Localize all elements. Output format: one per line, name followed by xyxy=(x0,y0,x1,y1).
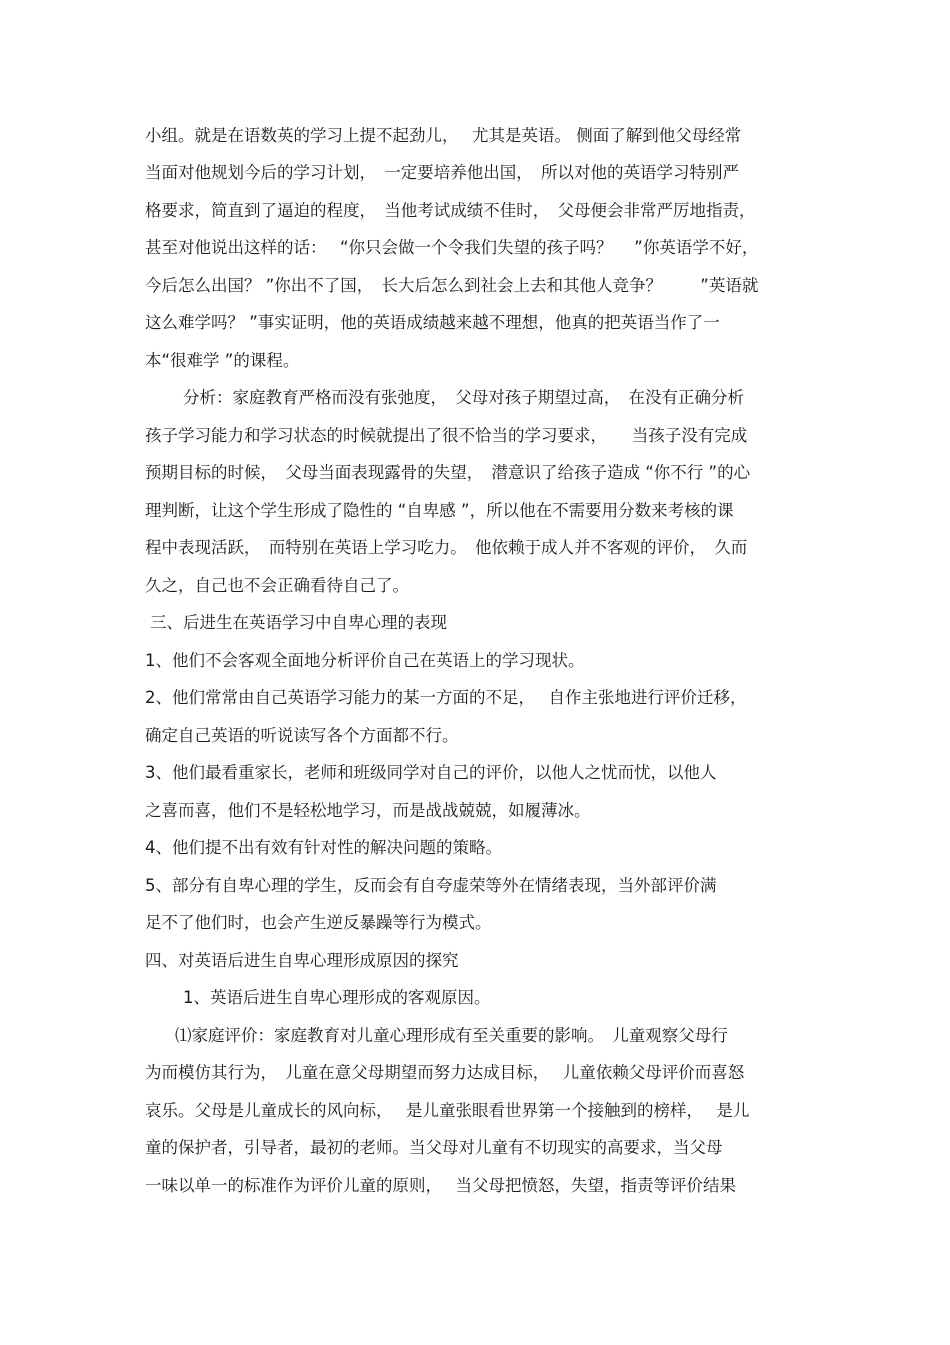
text-line: 格要求，简直到了逼迫的程度， 当他考试成绩不佳时， 父母便会非常严厉地指责， xyxy=(145,201,756,220)
text-line: 今后怎么出国？ ”你出不了国， 长大后怎么到社会上去和其他人竞争？ ”英语就 xyxy=(145,276,759,295)
text-line: 童的保护者，引导者，最初的老师。当父母对儿童有不切现实的高要求，当父母 xyxy=(145,1138,723,1157)
text-line: 当面对他规划今后的学习计划， 一定要培养他出国， 所以对他的英语学习特别严 xyxy=(145,163,739,182)
list-item-continuation: 足不了他们时，也会产生逆反暴躁等行为模式。 xyxy=(145,913,492,932)
section-heading: 三、后进生在英语学习中自卑心理的表现 xyxy=(150,613,447,632)
text-line: 本“很难学 ”的课程。 xyxy=(145,351,300,370)
list-item: 3、他们最看重家长，老师和班级同学对自己的评价，以他人之忧而忧，以他人 xyxy=(145,763,717,782)
text-line: 孩子学习能力和学习状态的时候就提出了很不恰当的学习要求， 当孩子没有完成 xyxy=(145,426,748,445)
text-line: 久之，自己也不会正确看待自己了。 xyxy=(145,576,409,595)
text-line: 为而模仿其行为， 儿童在意父母期望而努力达成目标， 儿童依赖父母评价而喜怒 xyxy=(145,1063,745,1082)
section-heading: 四、对英语后进生自卑心理形成原因的探究 xyxy=(145,951,459,970)
text-line: 哀乐。父母是儿童成长的风向标， 是儿童张眼看世界第一个接触到的榜样， 是儿 xyxy=(145,1101,750,1120)
text-line: 甚至对他说出这样的话： “你只会做一个令我们失望的孩子吗？ ”你英语学不好， xyxy=(145,238,759,257)
text-line: 预期目标的时候， 父母当面表现露骨的失望， 潜意识了给孩子造成 “你不行 ”的心 xyxy=(145,463,751,482)
text-line: 理判断，让这个学生形成了隐性的 “自卑感 ”，所以他在不需要用分数来考核的课 xyxy=(145,501,734,520)
paragraph-start-line: ⑴家庭评价：家庭教育对儿童心理形成有至关重要的影响。 儿童观察父母行 xyxy=(175,1026,728,1045)
text-line: 程中表现活跃， 而特别在英语上学习吃力。 他依赖于成人并不客观的评价， 久而 xyxy=(145,538,748,557)
paragraph-start-line: 分析：家庭教育严格而没有张弛度， 父母对孩子期望过高， 在没有正确分析 xyxy=(183,388,744,407)
list-item: 5、部分有自卑心理的学生，反而会有自夸虚荣等外在情绪表现，当外部评价满 xyxy=(145,876,717,895)
list-item-continuation: 之喜而喜，他们不是轻松地学习，而是战战兢兢，如履薄冰。 xyxy=(145,801,591,820)
text-line: 这么难学吗？ ”事实证明，他的英语成绩越来越不理想，他真的把英语当作了一 xyxy=(145,313,720,332)
list-item: 4、他们提不出有效有针对性的解决问题的策略。 xyxy=(145,838,502,857)
subsection-heading: 1、英语后进生自卑心理形成的客观原因。 xyxy=(183,988,491,1007)
list-item: 2、他们常常由自己英语学习能力的某一方面的不足， 自作主张地进行评价迁移， xyxy=(145,688,747,707)
list-item-continuation: 确定自己英语的听说读写各个方面都不行。 xyxy=(145,726,459,745)
list-item: 1、他们不会客观全面地分析评价自己在英语上的学习现状。 xyxy=(145,651,585,670)
text-line: 一味以单一的标准作为评价儿童的原则， 当父母把愤怒，失望，指责等评价结果 xyxy=(145,1176,736,1195)
text-line: 小组。就是在语数英的学习上提不起劲儿， 尤其是英语。 侧面了解到他父母经常 xyxy=(145,126,742,145)
